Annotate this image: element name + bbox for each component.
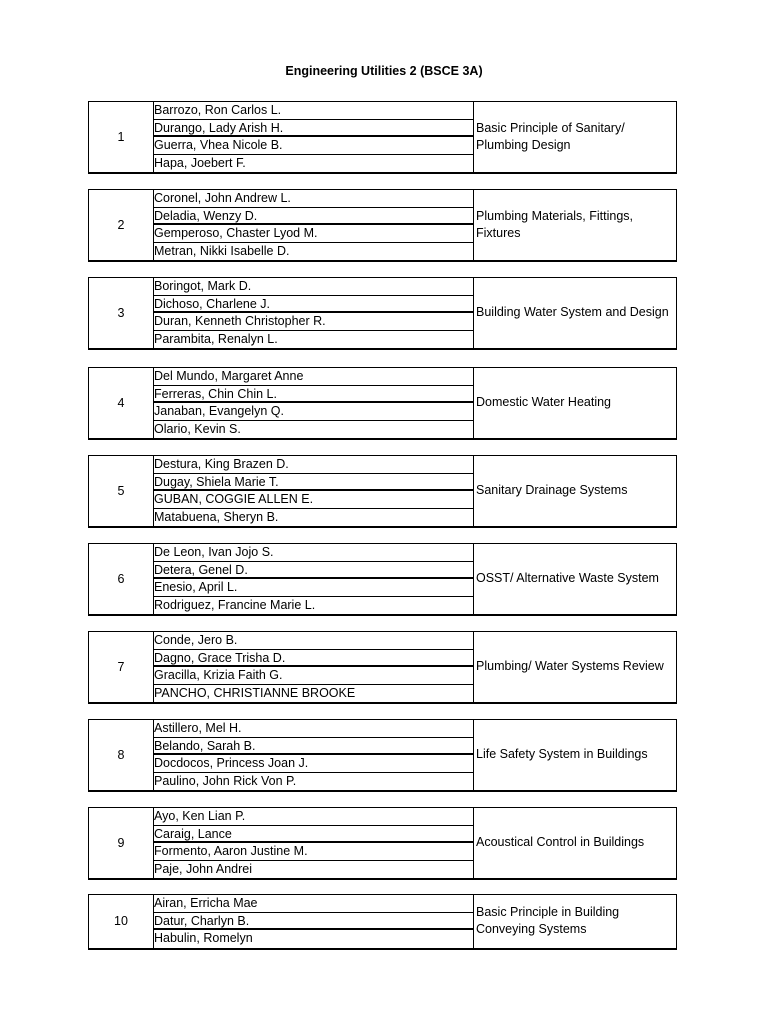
group-number: 1	[89, 102, 154, 172]
group-table	[88, 719, 677, 792]
member-name: Dagno, Grace Trisha D.	[153, 650, 473, 668]
member-list	[153, 278, 474, 348]
member-name: Parambita, Renalyn L.	[154, 331, 278, 346]
member-name: Detera, Genel D.	[153, 562, 473, 580]
member-name: Formento, Aaron Justine M.	[153, 843, 473, 861]
member-list	[153, 895, 474, 948]
member-name: Gemperoso, Chaster Lyod M.	[153, 225, 473, 243]
group-topic: Life Safety System in Buildings	[476, 747, 648, 762]
group-number: 4	[89, 368, 154, 438]
member-name: Del Mundo, Margaret Anne	[153, 368, 473, 386]
member-name: Barrozo, Ron Carlos L.	[153, 102, 473, 120]
group-table	[88, 367, 677, 440]
group-topic: Acoustical Control in Buildings	[476, 835, 645, 850]
group-table	[88, 543, 677, 616]
member-name: Enesio, April L.	[153, 579, 473, 597]
group-table	[88, 807, 677, 880]
group-number: 9	[89, 808, 154, 878]
member-name: Caraig, Lance	[153, 826, 473, 844]
member-list	[153, 456, 474, 526]
member-name: Airan, Erricha Mae	[153, 895, 473, 913]
member-name: Dugay, Shiela Marie T.	[153, 474, 473, 492]
member-name: Coronel, John Andrew L.	[153, 190, 473, 208]
member-name: Habulin, Romelyn	[154, 931, 253, 945]
member-name: Paje, John Andrei	[154, 861, 252, 876]
group-topic: Basic Principle of Sanitary/ Plumbing Design	[476, 120, 625, 152]
member-name: Paulino, John Rick Von P.	[154, 773, 297, 788]
group-number: 3	[89, 278, 154, 348]
member-name: Destura, King Brazen D.	[153, 456, 473, 474]
member-list	[153, 190, 474, 260]
member-name: Datur, Charlyn B.	[153, 913, 473, 931]
member-name: Dichoso, Charlene J.	[153, 296, 473, 314]
group-topic: Basic Principle in Building Conveying Systems	[476, 904, 620, 937]
group-topic: Domestic Water Heating	[476, 395, 611, 410]
member-list	[153, 808, 474, 878]
group-table	[88, 189, 677, 262]
member-name: Rodriguez, Francine Marie L.	[154, 597, 316, 612]
group-table	[88, 631, 677, 704]
member-name: Janaban, Evangelyn Q.	[153, 403, 473, 421]
member-name: Deladia, Wenzy D.	[153, 208, 473, 226]
member-name: Matabuena, Sheryn B.	[154, 509, 279, 524]
member-name: Ayo, Ken Lian P.	[153, 808, 473, 826]
member-name: Belando, Sarah B.	[153, 738, 473, 756]
group-table	[88, 894, 677, 950]
member-name: Durango, Lady Arish H.	[153, 120, 473, 138]
group-topic: Building Water System and Design	[476, 305, 669, 320]
member-name: Hapa, Joebert F.	[154, 155, 246, 170]
member-list	[153, 632, 474, 702]
member-list	[153, 102, 474, 172]
group-number: 7	[89, 632, 154, 702]
member-name: Astillero, Mel H.	[153, 720, 473, 738]
group-number: 5	[89, 456, 154, 526]
member-name: Docdocos, Princess Joan J.	[153, 755, 473, 773]
member-name: Boringot, Mark D.	[153, 278, 473, 296]
page-title: Engineering Utilities 2 (BSCE 3A)	[285, 64, 483, 78]
member-name: Conde, Jero B.	[153, 632, 473, 650]
member-name: PANCHO, CHRISTIANNE BROOKE	[154, 685, 356, 700]
group-table	[88, 101, 677, 174]
member-name: Olario, Kevin S.	[154, 421, 241, 436]
member-name: GUBAN, COGGIE ALLEN E.	[153, 491, 473, 509]
group-topic: Plumbing Materials, Fittings, Fixtures	[476, 208, 634, 240]
member-name: Duran, Kenneth Christopher R.	[153, 313, 473, 331]
group-number: 10	[89, 895, 154, 948]
member-name: Metran, Nikki Isabelle D.	[154, 243, 290, 258]
group-number: 8	[89, 720, 154, 790]
group-topic: Sanitary Drainage Systems	[476, 483, 628, 498]
group-table	[88, 277, 677, 350]
group-topic: OSST/ Alternative Waste System	[476, 571, 659, 586]
group-number: 6	[89, 544, 154, 614]
member-list	[153, 720, 474, 790]
group-topic: Plumbing/ Water Systems Review	[476, 659, 664, 674]
member-name: De Leon, Ivan Jojo S.	[153, 544, 473, 562]
member-list	[153, 368, 474, 438]
group-number: 2	[89, 190, 154, 260]
member-list	[153, 544, 474, 614]
member-name: Ferreras, Chin Chin L.	[153, 386, 473, 404]
member-name: Guerra, Vhea Nicole B.	[153, 137, 473, 155]
group-table	[88, 455, 677, 528]
member-name: Gracilla, Krizia Faith G.	[153, 667, 473, 685]
